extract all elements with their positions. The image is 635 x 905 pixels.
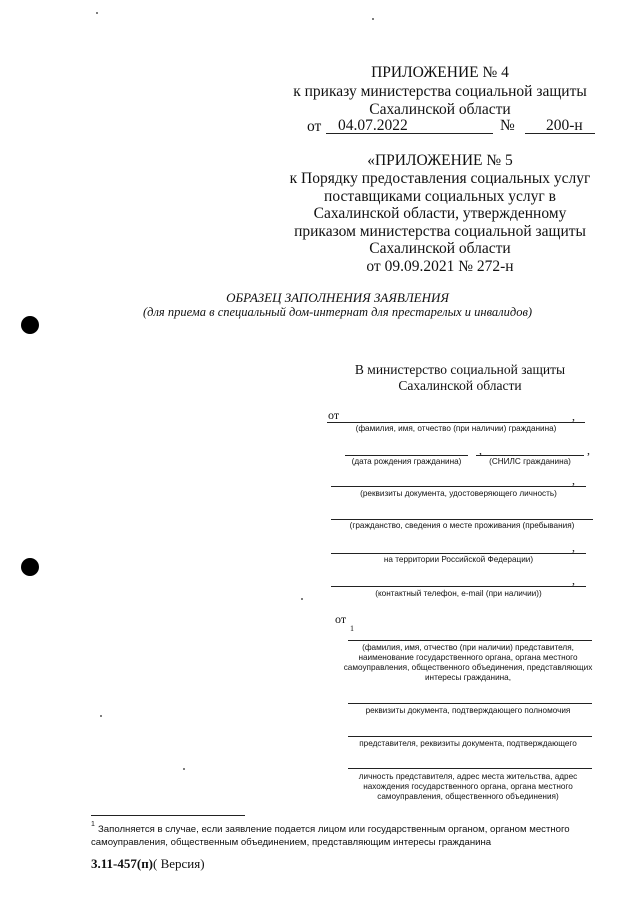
birth-line	[345, 455, 468, 456]
contact-caption: (контактный телефон, e-mail (при наличии))	[375, 589, 542, 598]
appendix4-title: ПРИЛОЖЕНИЕ № 4	[371, 64, 509, 81]
scan-speck	[96, 12, 98, 14]
fio-line	[327, 422, 585, 423]
snils-comma: ,	[587, 443, 590, 457]
appendix5-line5: Сахалинской области	[369, 240, 511, 257]
document-code	[91, 856, 205, 872]
rep-caption-2: наименование государственного органа, органа местного	[358, 653, 578, 662]
footnote-mark: 1	[91, 821, 95, 828]
rep-addr-caption-3: самоуправления, общественного объединения)	[377, 792, 559, 801]
appendix5-line4: приказом министерства социальной защиты	[294, 223, 586, 240]
addressee-line2: Сахалинской области	[398, 378, 522, 393]
sample-title: ОБРАЗЕЦ ЗАПОЛНЕНИЯ ЗАЯВЛЕНИЯ	[226, 290, 449, 305]
territory-comma: ,	[572, 540, 575, 554]
snils-line	[476, 455, 584, 456]
appendix5-line1: к Порядку предоставления социальных услуг	[289, 170, 591, 187]
rep-caption-1: (фамилия, имя, отчество (при наличии) представителя,	[362, 643, 574, 652]
appendix4-line2: Сахалинской области	[369, 101, 511, 118]
rep-line	[348, 640, 592, 641]
scan-speck	[183, 768, 185, 770]
fio-comma: ,	[572, 409, 575, 423]
appendix5-title: «ПРИЛОЖЕНИЕ № 5	[367, 152, 513, 169]
contact-comma: ,	[572, 573, 575, 587]
rep-doc2-caption: представителя, реквизиты документа, подтверждающего	[359, 739, 577, 748]
rep-addr-caption-2: нахождения государственного органа, органа местного	[363, 782, 573, 791]
footnote-text-1: Заполняется в случае, если заявление подается лицом или государственным органом, органом местного	[98, 824, 570, 835]
appendix4-number: 200-н	[546, 117, 583, 134]
appendix4-date-underline	[326, 133, 493, 134]
appendix4-date-prefix: от	[307, 118, 322, 135]
birth-caption: (дата рождения гражданина)	[351, 457, 462, 466]
rep-doc-line	[348, 703, 592, 704]
document-version: ( Версия)	[153, 856, 205, 871]
id-doc-line	[331, 486, 586, 487]
rep-addr-caption-1: личность представителя, адрес места жительства, адрес	[358, 772, 578, 781]
rep-caption-3: самоуправления, общественного объединения, представляющих	[343, 663, 593, 672]
addressee-line1: В министерство социальной защиты	[354, 362, 566, 377]
rep-footnote-mark: 1	[350, 624, 354, 633]
scan-speck	[372, 18, 374, 20]
document-code-number: 3.11-457(п)	[91, 856, 154, 871]
footnote-separator	[91, 815, 245, 816]
appendix4-number-underline	[525, 133, 595, 134]
sample-subtitle: (для приема в специальный дом-интернат для престарелых и инвалидов)	[142, 305, 533, 319]
territory-line	[331, 553, 586, 554]
from-label-1: от	[328, 408, 340, 422]
scan-speck	[301, 598, 303, 600]
from-label-2: от	[335, 612, 347, 626]
appendix5-line2: поставщиками социальных услуг в	[324, 188, 556, 205]
fio-caption: (фамилия, имя, отчество (при наличии) гражданина)	[355, 424, 557, 433]
footnote-text-2: самоуправления, общественным объединением, представляющим интересы гражданина	[91, 837, 492, 848]
rep-doc2-line	[348, 736, 592, 737]
rep-doc-caption: реквизиты документа, подтверждающего полномочия	[365, 706, 571, 715]
appendix5-line3: Сахалинской области, утвержденному	[313, 205, 567, 222]
appendix4-num-sign: №	[500, 117, 515, 134]
id-doc-comma: ,	[572, 473, 575, 487]
rep-addr-line	[348, 768, 592, 769]
snils-caption: (СНИЛС гражданина)	[489, 457, 571, 466]
citizenship-line	[331, 519, 593, 520]
id-doc-caption: (реквизиты документа, удостоверяющего личность)	[360, 489, 557, 498]
birth-comma: ,	[479, 443, 482, 457]
appendix4-date: 04.07.2022	[338, 117, 408, 134]
appendix4-line1: к приказу министерства социальной защиты	[293, 83, 587, 100]
territory-caption: на территории Российской Федерации)	[383, 555, 534, 564]
scan-speck	[100, 715, 102, 717]
rep-caption-4: интересы гражданина,	[424, 673, 511, 682]
appendix5-line6: от 09.09.2021 № 272-н	[366, 258, 514, 275]
contact-line	[331, 586, 586, 587]
citizenship-caption: (гражданство, сведения о месте проживания (пребывания)	[349, 521, 575, 530]
punch-hole-bottom	[21, 558, 39, 576]
